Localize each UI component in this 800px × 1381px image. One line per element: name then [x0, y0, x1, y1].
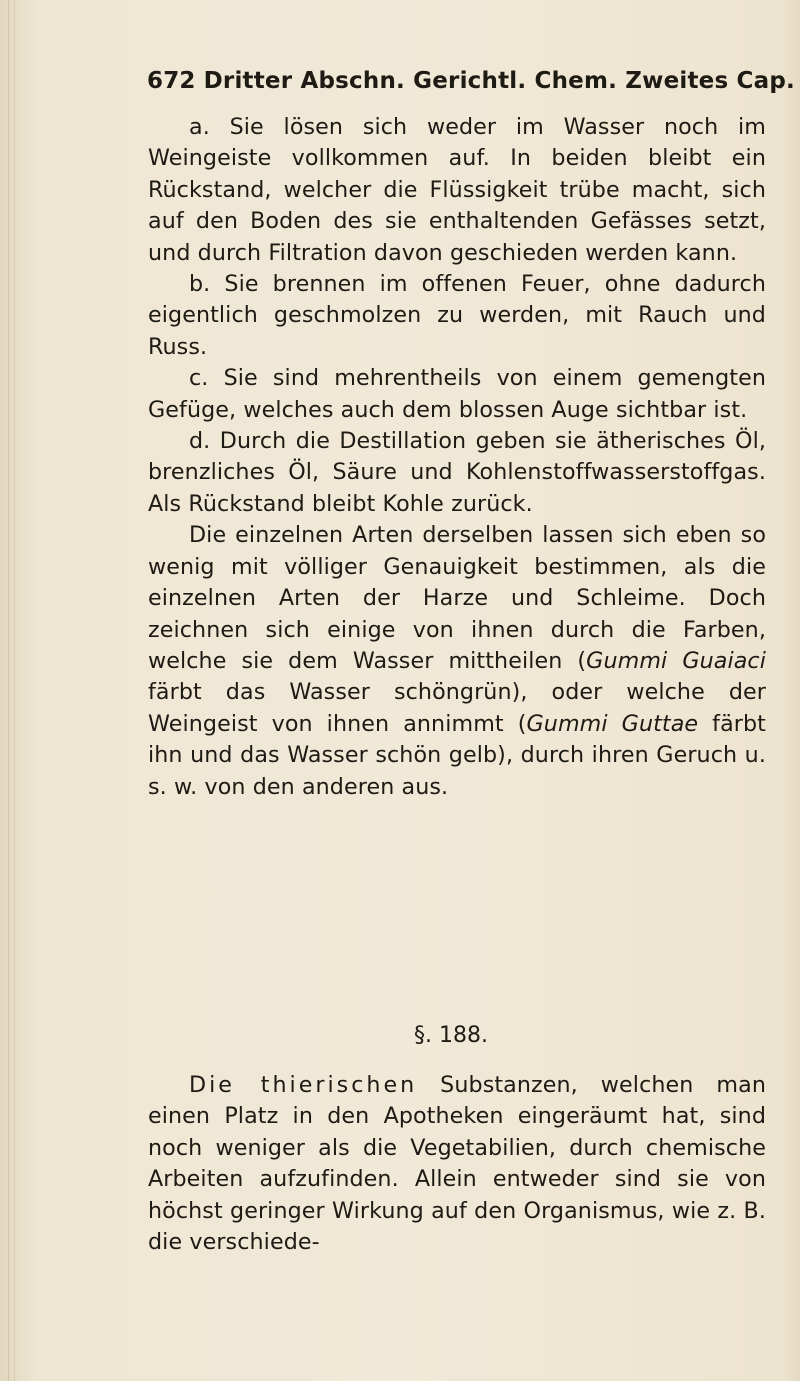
paragraph-d: d. Durch die Destillation geben sie ätherisches Öl, brenzliches Öl, Säure und Kohlenstoffwasserstoffgas. Als Rückstand bleibt Kohle zurück. — [148, 428, 766, 517]
section-text-block — [148, 1070, 766, 1258]
paragraph-arten: Die einzelnen Arten derselben lassen sich eben so wenig mit völliger Genauigkeit bestimmen, als die einzelnen Arten der Harze und Schleime. Doch zeichnen sich einige von ihnen durch die Farben, welche sie dem Wasser mittheilen (Gummi Guaiaci färbt das Wasser schöngrün), oder welche der Weingeist von ihnen annimmt (Gummi Guttae färbt ihn und das Wasser schön gelb), durch ihren Geruch u. s. w. von den anderen aus. — [148, 522, 766, 800]
paragraph-a: a. Sie lösen sich weder im Wasser noch im Weingeiste vollkommen auf. In beiden bleibt ein Rückstand, welcher die Flüssigkeit trübe macht, sich auf den Boden des sie enthaltenden Gefässes setzt, und durch Filtration davon geschieden werden kann. — [148, 114, 766, 266]
header-title: Dritter Abschn. Gerichtl. Chem. Zweites Cap. — [203, 68, 795, 94]
binding-line — [14, 0, 15, 1381]
running-header — [147, 68, 795, 94]
paragraph-b: b. Sie brennen im offenen Feuer, ohne dadurch eigentlich geschmolzen zu werden, mit Rauch und Russ. — [148, 271, 766, 360]
binding-line — [8, 0, 9, 1381]
italic-gummi-guttae: Gummi Guttae — [526, 710, 699, 737]
italic-gummi-guaiaci: Gummi Guaiaci — [586, 647, 766, 674]
page-number: 672 — [147, 68, 196, 94]
paragraph-thierischen: Die thierischen Substanzen, welchen man einen Platz in den Apotheken eingeräumt hat, sind noch weniger als die Vegetabilien, durch chemische Arbeiten aufzufinden. Allein entweder sind sie von höchst geringer Wirkung auf den Organismus, wie z. B. die verschiede- — [148, 1072, 766, 1256]
main-text-block — [148, 112, 766, 803]
section-heading: §. 188. — [414, 1023, 488, 1048]
paragraph-c: c. Sie sind mehrentheils von einem gemengten Gefüge, welches auch dem blossen Auge sichtbar ist. — [148, 365, 766, 423]
spaced-emphasis: Die thierischen — [189, 1072, 418, 1098]
